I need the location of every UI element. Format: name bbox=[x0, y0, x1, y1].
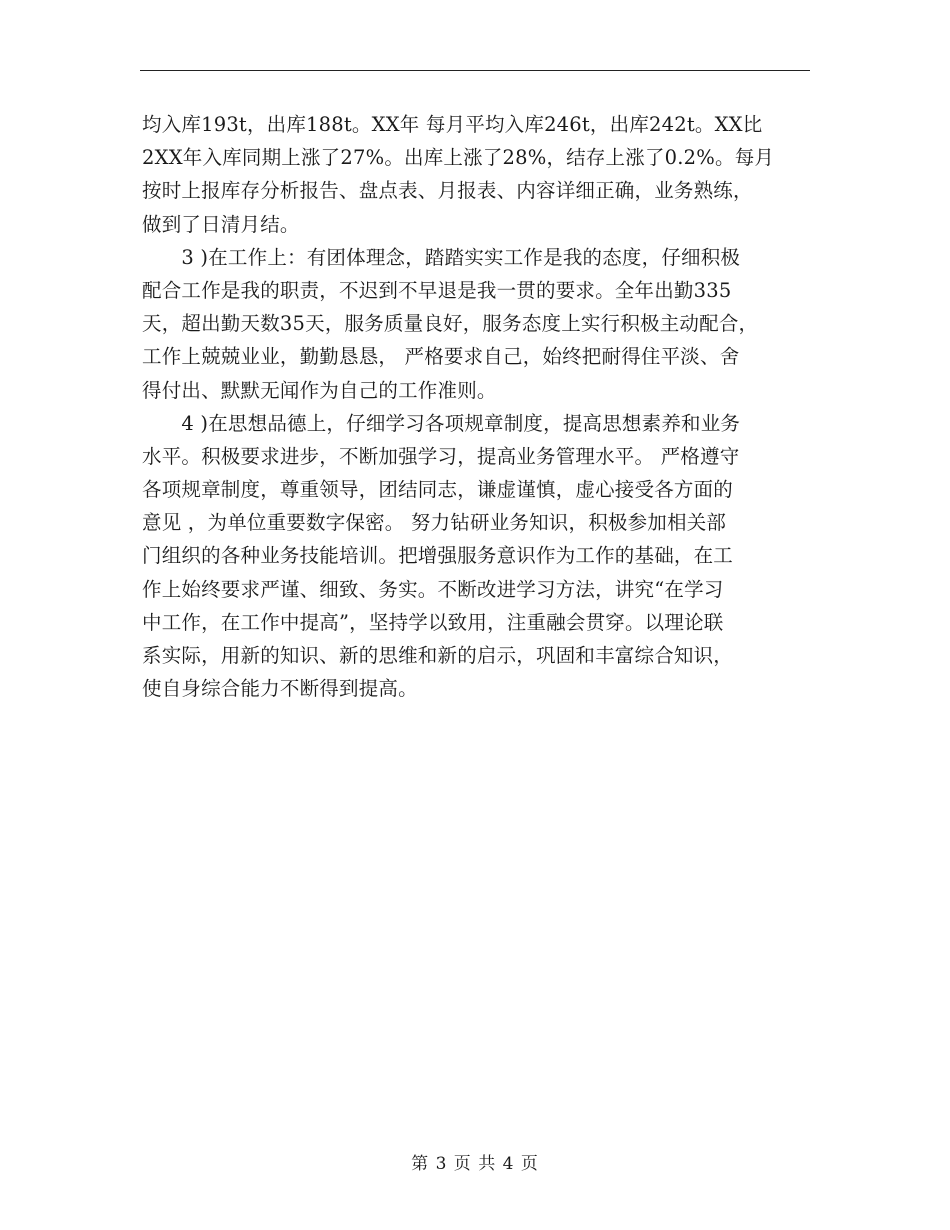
text-line: 配合工作是我的职责，不迟到不早退是我一贯的要求。全年出勤335 bbox=[142, 278, 732, 302]
text-line: 门组织的各种业务技能培训。把增强服务意识作为工作的基础，在工 bbox=[142, 544, 734, 568]
text-line: 天，超出勤天数35天，服务质量良好，服务态度上实行积极主动配合， bbox=[142, 312, 759, 336]
text-line: 2XX年入库同期上涨了27%。出库上涨了28%，结存上涨了0.2%。每月 bbox=[142, 146, 775, 170]
text-line: 按时上报库存分析报告、盘点表、月报表、内容详细正确，业务熟练， bbox=[142, 179, 753, 203]
page-footer bbox=[0, 1152, 950, 1176]
text-line: 意见 ，为单位重要数字保密。 努力钻研业务知识，积极参加相关部 bbox=[142, 511, 727, 535]
text-line: 作上始终要求严谨、细致、务实。不断改进学习方法，讲究“在学习 bbox=[142, 577, 724, 601]
text-line: 均入库193t，出库188t。XX年 每月平均入库246t，出库242t。XX比 bbox=[142, 113, 763, 136]
document-body bbox=[142, 108, 812, 705]
text-line: 各项规章制度，尊重领导，团结同志，谦虚谨慎，虚心接受各方面的 bbox=[142, 478, 734, 502]
text-line: 做到了日清月结。 bbox=[142, 212, 300, 236]
text-line: 得付出、默默无闻作为自己的工作准则。 bbox=[142, 378, 497, 402]
paragraph-4-start: 4 )在思想品德上，仔细学习各项规章制度，提高思想素养和业务 bbox=[142, 411, 741, 435]
header-rule bbox=[140, 70, 810, 71]
text-line: 中工作，在工作中提高”，坚持学以致用，注重融会贯穿。以理论联 bbox=[142, 610, 724, 634]
text-line: 系实际，用新的知识、新的思维和新的启示，巩固和丰富综合知识， bbox=[142, 644, 734, 667]
text-line: 工作上兢兢业业，勤勤恳恳， 严格要求自己，始终把耐得住平淡、舍 bbox=[142, 345, 740, 369]
paragraph-3-start: 3 )在工作上：有团体理念，踏踏实实工作是我的态度，仔细积极 bbox=[142, 245, 741, 269]
page-number: 第 3 页 共 4 页 bbox=[411, 1154, 539, 1174]
text-line: 使自身综合能力不断得到提高。 bbox=[142, 677, 418, 701]
text-line: 水平。积极要求进步，不断加强学习，提高业务管理水平。 严格遵守 bbox=[142, 444, 740, 468]
